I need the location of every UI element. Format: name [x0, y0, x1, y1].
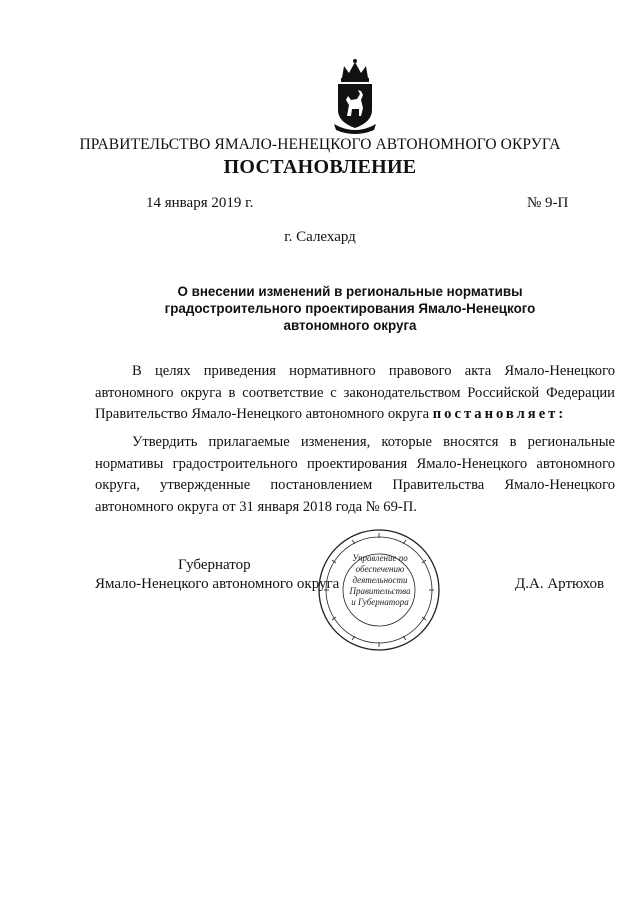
body-paragraph-1 — [95, 361, 615, 426]
signatory-name: Д.А. Артюхов — [515, 576, 605, 592]
stamp-text: Управление по обеспечению деятельности Правительства и Губернатора — [349, 553, 411, 607]
document-number: № 9-П — [527, 195, 569, 211]
document-date: 14 января 2019 г. — [146, 195, 254, 211]
document-type: ПОСТАНОВЛЕНИЕ — [223, 156, 417, 178]
paragraph-1-text: В целях приведения нормативного правового акта Ямало-Ненецкого автономного округа в соответствие с законодательством Российской Федерации Правительство Ямало-Ненецкого автономного округа — [95, 363, 615, 422]
body-paragraph-2: Утвердить прилагаемые изменения, которые вносятся в региональные нормативы градостроительного проектирования Ямало-Ненецкого автономного округа, утвержденные постановлением Правительства Ямало-Ненецкого автономного округа от 31 января 2018 года № 69-П. — [95, 434, 615, 515]
document-title: О внесении изменений в региональные нормативы градостроительного проектирования Ямало-Ненецкого автономного округа — [164, 284, 536, 333]
signatory-role-line-2: Ямало-Ненецкого автономного округа — [95, 576, 340, 592]
organization-name: ПРАВИТЕЛЬСТВО ЯМАЛО-НЕНЕЦКОГО АВТОНОМНОГО ОКРУГА — [79, 136, 561, 153]
coat-of-arms-emblem — [330, 58, 380, 136]
signatory-role-line-1: Губернатор — [178, 557, 251, 573]
document-city: г. Салехард — [284, 229, 356, 245]
decree-keyword: постановляет: — [432, 406, 567, 422]
